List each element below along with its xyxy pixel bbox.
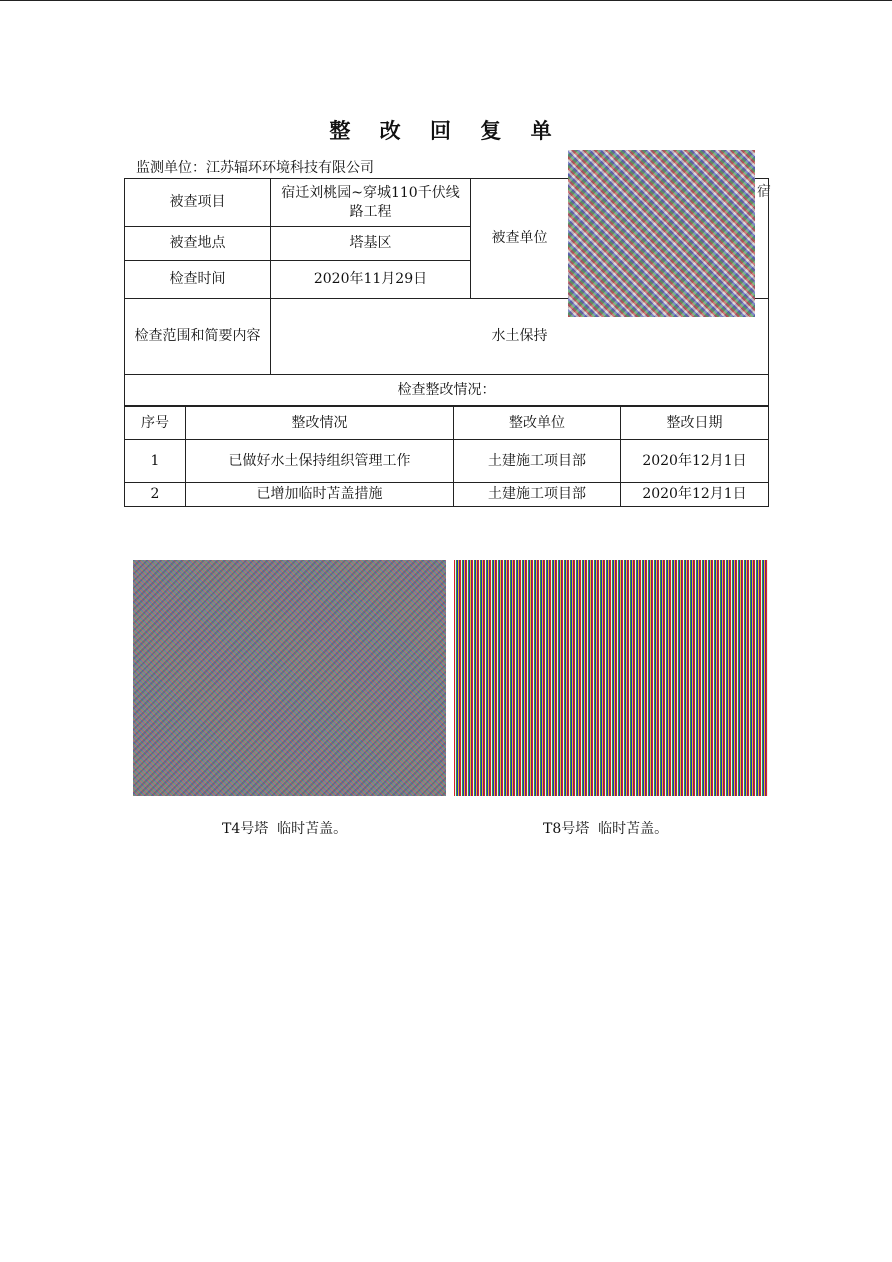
row-content: 已做好水土保持组织管理工作 bbox=[186, 440, 454, 483]
unit-label: 被查单位 bbox=[471, 179, 569, 299]
time-label: 检查时间 bbox=[125, 261, 271, 299]
table-header-row bbox=[125, 407, 769, 440]
redacted-stamp-image bbox=[568, 150, 755, 317]
rectification-section-title: 检查整改情况： bbox=[125, 375, 769, 406]
project-label: 被查项目 bbox=[125, 179, 271, 227]
table-row bbox=[125, 440, 769, 483]
document-title: 整 改 回 复 单 bbox=[329, 118, 563, 143]
row-date: 2020年12月1日 bbox=[621, 483, 769, 507]
row-content: 已增加临时苫盖措施 bbox=[186, 483, 454, 507]
time-value: 2020年11月29日 bbox=[271, 261, 471, 299]
header-unit: 整改单位 bbox=[454, 407, 621, 440]
rectification-table bbox=[124, 406, 769, 507]
header-content: 整改情况 bbox=[186, 407, 454, 440]
photo-t4-tower bbox=[133, 560, 446, 796]
row-unit: 土建施工项目部 bbox=[454, 440, 621, 483]
table-row bbox=[125, 483, 769, 507]
location-value: 塔基区 bbox=[271, 227, 471, 261]
scope-label: 检查范围和简要内容 bbox=[125, 299, 271, 375]
scope-value: 水土保持 bbox=[271, 299, 769, 375]
header-no: 序号 bbox=[125, 407, 186, 440]
monitor-unit: 监测单位：江苏辐环环境科技有限公司 bbox=[136, 160, 374, 176]
row-no: 2 bbox=[125, 483, 186, 507]
header-date: 整改日期 bbox=[621, 407, 769, 440]
unit-value-overflow: 宿 bbox=[757, 184, 771, 200]
photo-caption-t8: T8号塔 临时苫盖。 bbox=[543, 821, 669, 837]
row-date: 2020年12月1日 bbox=[621, 440, 769, 483]
photo-t8-tower bbox=[454, 560, 768, 796]
project-value: 宿迁刘桃园~穿城110千伏线路工程 bbox=[271, 179, 471, 227]
row-unit: 土建施工项目部 bbox=[454, 483, 621, 507]
photo-caption-t4: T4号塔 临时苫盖。 bbox=[222, 821, 348, 837]
row-no: 1 bbox=[125, 440, 186, 483]
page-top-border bbox=[0, 0, 892, 1]
location-label: 被查地点 bbox=[125, 227, 271, 261]
